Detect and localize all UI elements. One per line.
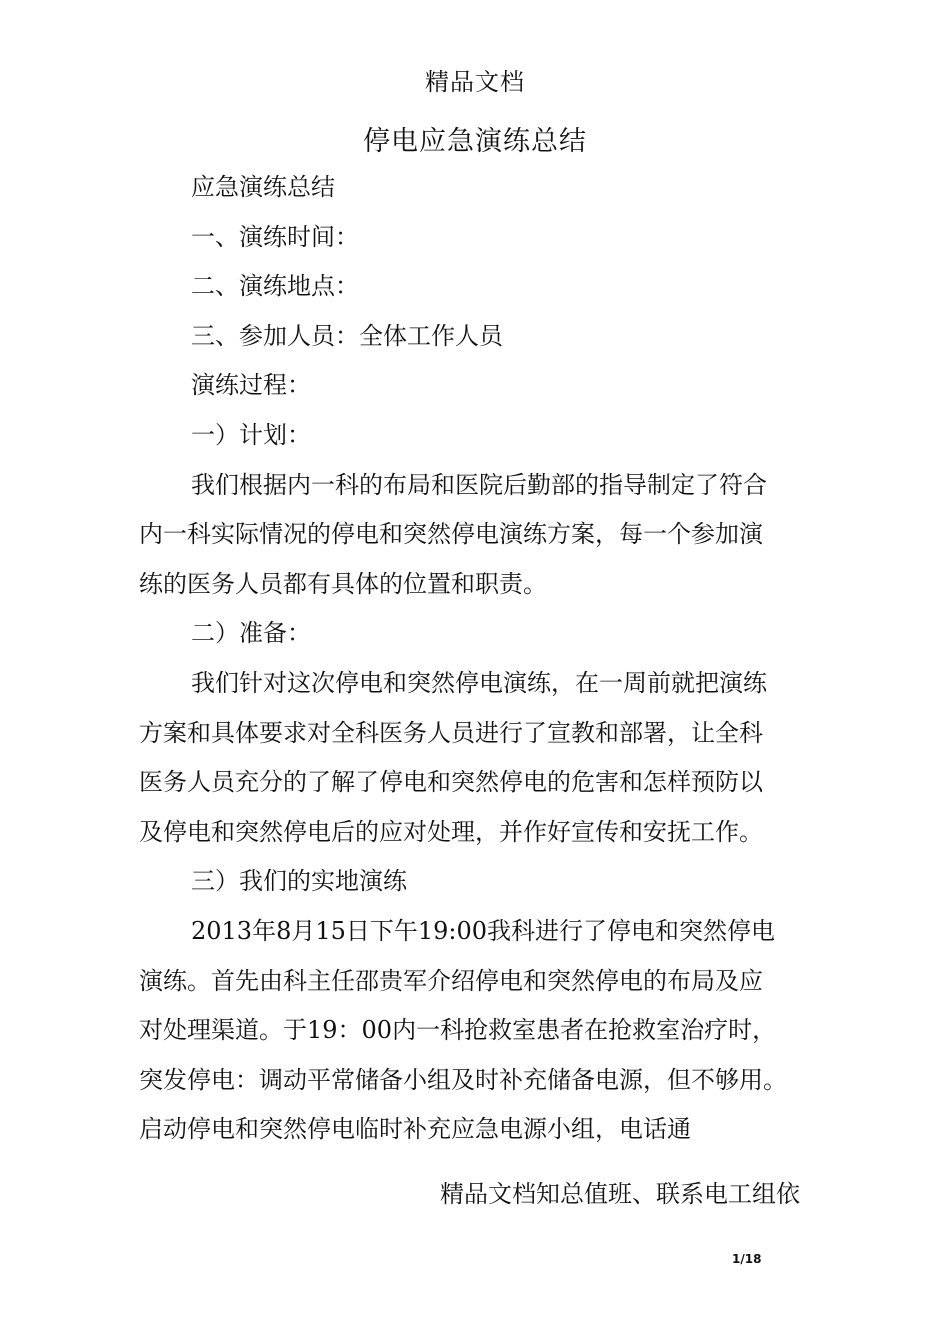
process-heading: 演练过程：	[191, 371, 311, 400]
paragraph-line: 2013年8月15日下午19:00我科进行了停电和突然停电	[191, 916, 776, 945]
page-header: 精品文档	[425, 68, 525, 96]
paragraph-line: 内一科实际情况的停电和突然停电演练方案，每一个参加演	[139, 520, 763, 549]
participants-line: 三、参加人员：全体工作人员	[191, 321, 503, 350]
paragraph-line: 我们根据内一科的布局和医院后勤部的指导制定了符合	[191, 470, 767, 499]
page-number: 1/18	[732, 1252, 762, 1266]
paragraph-line: 对处理渠道。于19：00内一科抢救室患者在抢救室治疗时，	[139, 1016, 777, 1045]
drill-heading: 三）我们的实地演练	[191, 867, 407, 896]
paragraph-line: 我们针对这次停电和突然停电演练，在一周前就把演练	[191, 668, 767, 697]
paragraph-line: 启动停电和突然停电临时补充应急电源小组，电话通	[139, 1115, 691, 1144]
prepare-heading: 二）准备：	[191, 619, 311, 648]
paragraph-line: 突发停电：调动平常储备小组及时补充储备电源，但不够用。	[139, 1065, 787, 1094]
plan-heading: 一）计划：	[191, 420, 311, 449]
paragraph-line: 练的医务人员都有具体的位置和职责。	[139, 569, 547, 598]
drill-time-line: 一、演练时间：	[191, 222, 359, 251]
paragraph-line: 演练。首先由科主任邵贵军介绍停电和突然停电的布局及应	[139, 966, 763, 995]
drill-location-line: 二、演练地点：	[191, 272, 359, 301]
document-title: 停电应急演练总结	[363, 126, 587, 157]
paragraph-line: 医务人员充分的了解了停电和突然停电的危害和怎样预防以	[139, 768, 763, 797]
footer-continuation: 精品文档知总值班、联系电工组依	[440, 1180, 800, 1208]
paragraph-line: 及停电和突然停电后的应对处理，并作好宣传和安抚工作。	[139, 817, 763, 846]
document-body	[139, 163, 819, 1155]
paragraph-line: 方案和具体要求对全科医务人员进行了宣教和部署，让全科	[139, 718, 763, 747]
section-heading: 应急演练总结	[191, 173, 335, 201]
